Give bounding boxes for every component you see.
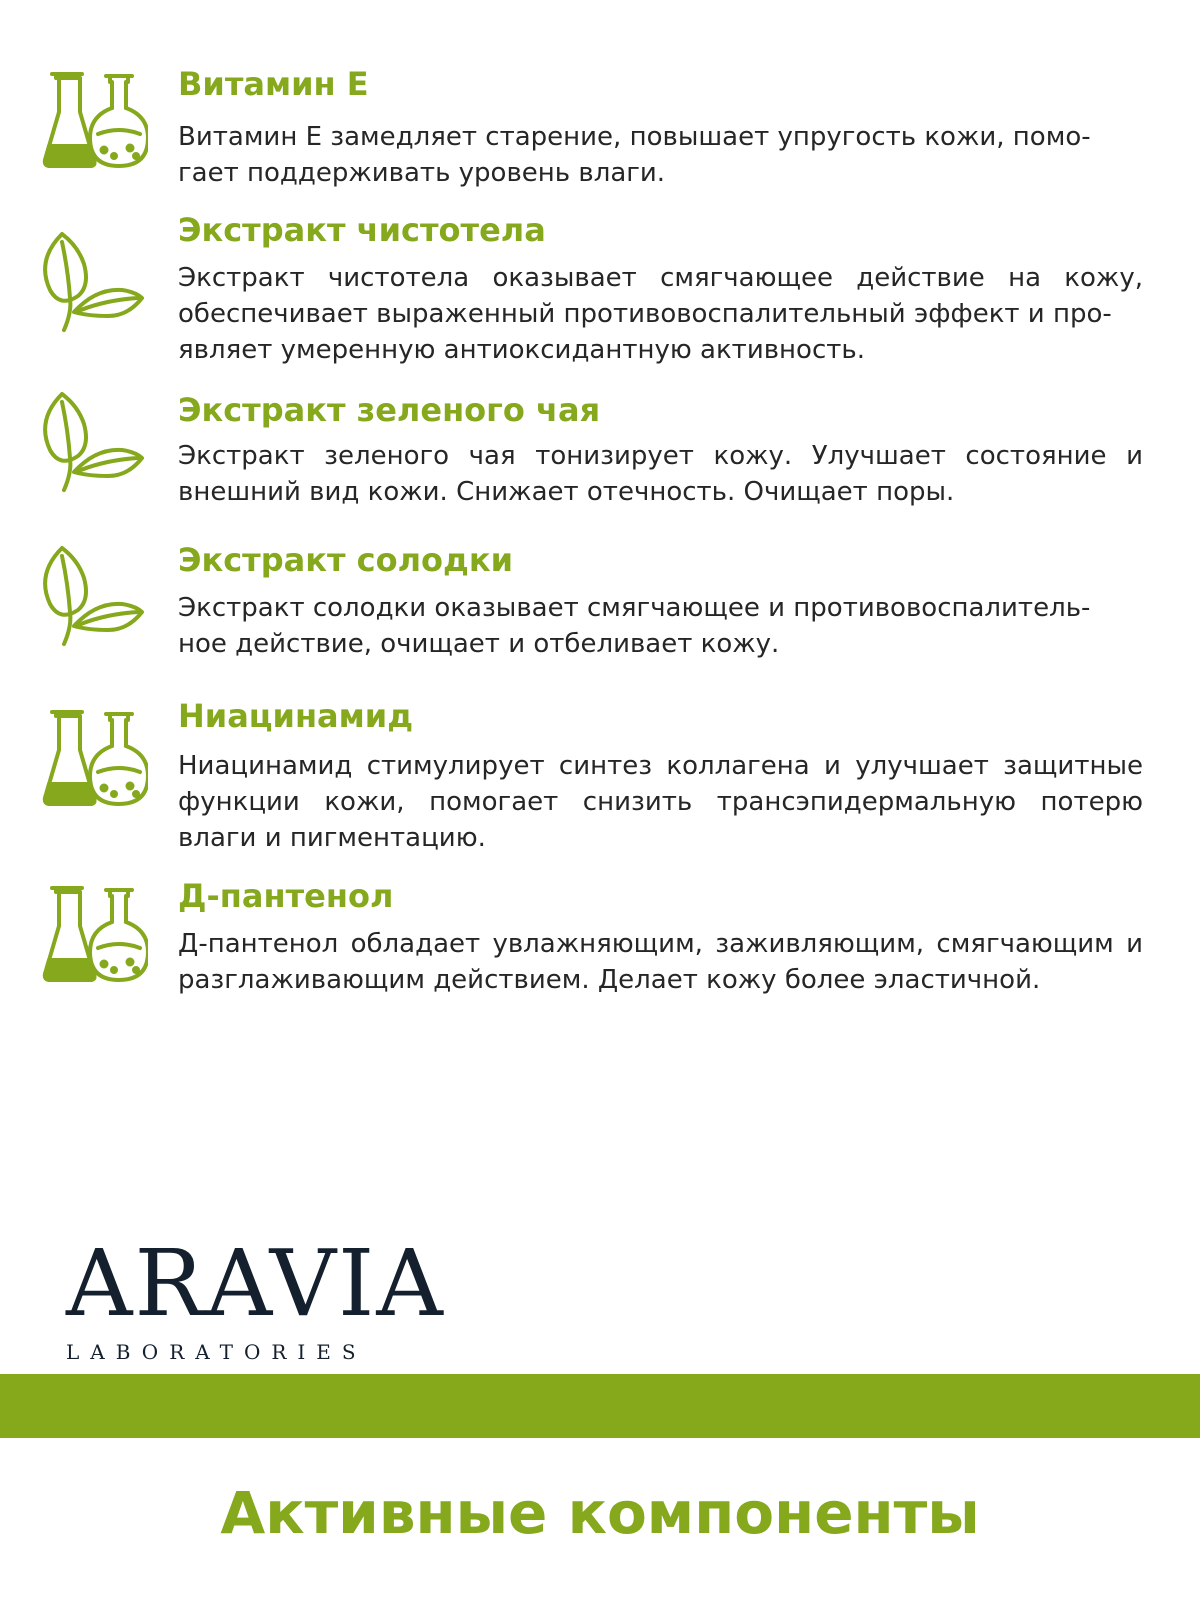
flask-icon (42, 68, 148, 174)
green-divider-band (0, 1374, 1200, 1438)
leaf-icon (42, 390, 148, 496)
leaf-icon (42, 230, 148, 336)
brand-logo (66, 1230, 445, 1364)
ingredient-title: Экстракт солодки (178, 541, 513, 579)
ingredient-title: Экстракт чистотела (178, 211, 546, 249)
ingredient-title: Экстракт зеленого чая (178, 391, 601, 429)
ingredient-description: Ниацинамид стимулирует синтез коллагена и улучшает защитные функции кожи, помогает снизить трансэпидермальную потерю влаги и пигментацию. (178, 751, 1143, 853)
ingredient-description: Витамин Е замедляет старение, повышает упругость кожи, помо- гает поддерживать уровень влаги. (178, 122, 1091, 188)
ingredient-title: Витамин Е (178, 65, 369, 103)
ingredient-title: Ниацинамид (178, 697, 414, 735)
ingredient-description: Экстракт зеленого чая тонизирует кожу. Улучшает состояние и внешний вид кожи. Снижает отечность. Очищает поры. (178, 441, 1143, 507)
logo-wordmark: ARAVIA (66, 1230, 445, 1337)
ingredient-description: Д-пантенол обладает увлажняющим, заживляющим, смягчающим и разглаживающим действием. Делает кожу более эластичной. (178, 929, 1143, 995)
ingredient-description: Экстракт чистотела оказывает смягчающее действие на кожу, обеспечивает выраженный противовоспалительный эффект и про- являет умеренную антиоксидантную активность. (178, 263, 1143, 365)
ingredient-description: Экстракт солодки оказывает смягчающее и противовоспалитель- ное действие, очищает и отбеливает кожу. (178, 593, 1091, 659)
leaf-icon (42, 544, 148, 650)
flask-icon (42, 706, 148, 812)
ingredient-title: Д-пантенол (178, 877, 394, 915)
logo-subtitle: LABORATORIES (66, 1340, 367, 1364)
footer-title: Активные компоненты (220, 1479, 980, 1547)
flask-icon (42, 882, 148, 988)
